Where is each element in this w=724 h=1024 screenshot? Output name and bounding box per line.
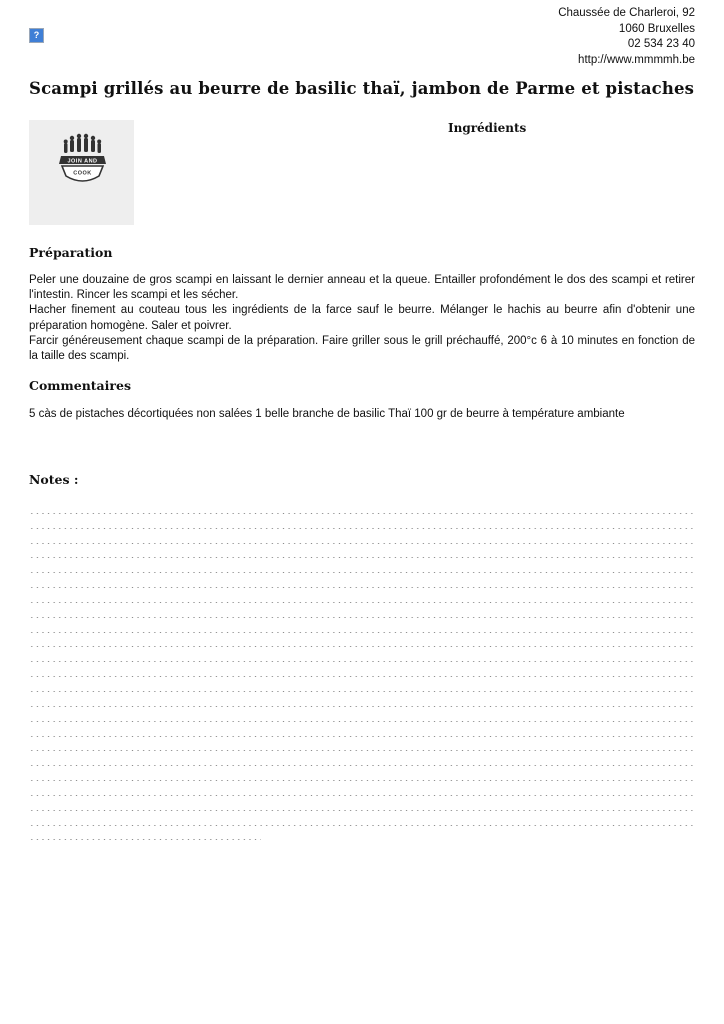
notes-dotted-line	[29, 607, 695, 622]
address-phone: 02 534 23 40	[627, 38, 695, 50]
ingredients-heading: Ingrédients	[448, 121, 527, 135]
notes-dotted-line	[29, 651, 695, 666]
preparation-step: Hacher finement au couteau tous les ingrédients de la farce sauf le beurre. Mélanger le hachis au beurre afin d'obtenir une préparation homogène. Saler et poivrer.	[29, 304, 695, 332]
address-street: Chaussée de Charleroi, 92	[558, 7, 695, 19]
notes-dotted-line	[29, 637, 695, 652]
notes-dotted-line	[29, 815, 695, 830]
notes-dotted-line	[29, 622, 695, 637]
notes-dotted-line	[29, 518, 695, 533]
notes-dotted-line	[29, 726, 695, 741]
join-and-cook-logo	[29, 120, 134, 225]
address-website[interactable]: http://www.mmmmh.be	[578, 53, 695, 66]
notes-dotted-line	[29, 666, 695, 681]
notes-lines	[29, 503, 695, 844]
notes-heading: Notes :	[29, 472, 79, 487]
recipe-image	[29, 120, 134, 225]
notes-dotted-line	[29, 592, 695, 607]
notes-dotted-line	[29, 741, 695, 756]
preparation-step: Farcir généreusement chaque scampi de la préparation. Faire griller sous le grill préchauffé, 200°c 6 à 10 minutes en fonction de la taille des scampi.	[29, 334, 695, 363]
comments-heading: Commentaires	[29, 378, 131, 393]
notes-dotted-line	[29, 830, 695, 845]
notes-dotted-line	[29, 562, 695, 577]
preparation-text	[29, 273, 695, 364]
notes-dotted-line	[29, 696, 695, 711]
help-icon[interactable]: ?	[29, 28, 44, 43]
logo-text-bottom: COOK	[73, 170, 92, 177]
notes-dotted-line	[29, 681, 695, 696]
notes-dotted-line	[29, 800, 695, 815]
notes-dotted-line	[29, 755, 695, 770]
notes-dotted-line	[29, 503, 695, 518]
recipe-title: Scampi grillés au beurre de basilic thaï, jambon de Parme et pistaches	[29, 79, 695, 98]
preparation-heading: Préparation	[29, 245, 113, 260]
preparation-step: Peler une douzaine de gros scampi en laissant le dernier anneau et la queue. Entailler profondément le dos des scampi et retirer l'intestin. Rincer les scampi et les sécher.	[29, 274, 695, 302]
logo-text-top: JOIN AND	[67, 158, 98, 165]
notes-dotted-line	[29, 548, 695, 563]
comments-text: 5 càs de pistaches décortiquées non salées 1 belle branche de basilic Thaï 100 gr de beurre à température ambiante	[29, 408, 625, 420]
address-city: 1060 Bruxelles	[618, 22, 695, 35]
notes-dotted-line	[29, 577, 695, 592]
restaurant-address	[558, 6, 695, 68]
notes-dotted-line	[29, 711, 695, 726]
notes-dotted-line	[29, 533, 695, 548]
notes-dotted-line	[29, 785, 695, 800]
notes-dotted-line	[29, 770, 695, 785]
